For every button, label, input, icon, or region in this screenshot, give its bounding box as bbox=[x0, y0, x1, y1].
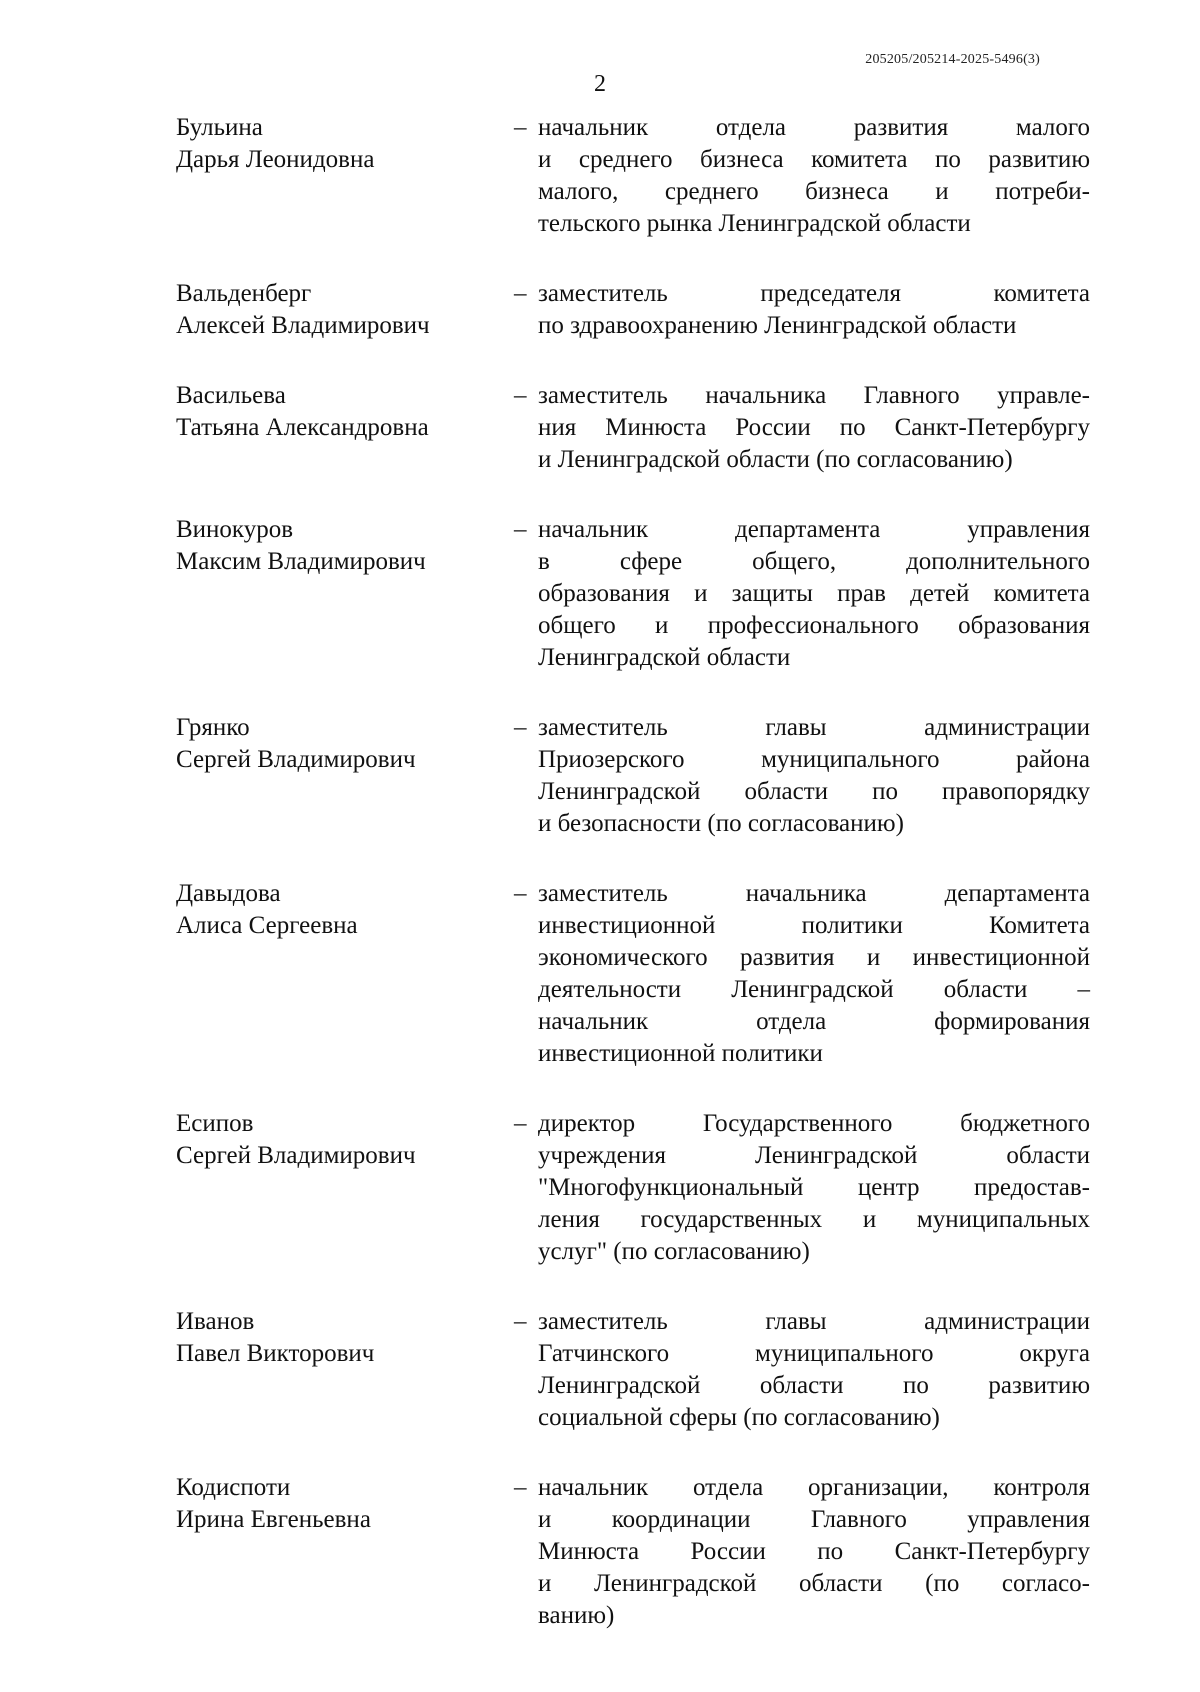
position-line: заместитель начальника департамента bbox=[538, 880, 1090, 907]
position-line: образования и защиты прав детей комитета bbox=[538, 580, 1090, 607]
position-line: начальник отдела формирования bbox=[538, 1008, 1090, 1035]
position-line: Ленинградской области по правопорядку bbox=[538, 778, 1090, 805]
member-entry bbox=[176, 278, 1096, 342]
position-line: малого, среднего бизнеса и потреби- bbox=[538, 178, 1090, 205]
member-entry bbox=[176, 1472, 1096, 1632]
dash-separator: – bbox=[514, 1474, 527, 1501]
member-surname: Иванов bbox=[176, 1308, 255, 1335]
position-line: и Ленинградской области (по согласованию) bbox=[538, 446, 1013, 473]
position-line: директор Государственного бюджетного bbox=[538, 1110, 1090, 1137]
member-given-names: Алиса Сергеевна bbox=[176, 912, 358, 939]
dash-separator: – bbox=[514, 1308, 527, 1335]
dash-separator: – bbox=[514, 516, 527, 543]
dash-separator: – bbox=[514, 114, 527, 141]
member-given-names: Дарья Леонидовна bbox=[176, 146, 375, 173]
position-line: ления государственных и муниципальных bbox=[538, 1206, 1090, 1233]
position-line: "Многофункциональный центр предостав- bbox=[538, 1174, 1090, 1201]
member-surname: Кодиспоти bbox=[176, 1474, 291, 1501]
position-line: Ленинградской области bbox=[538, 644, 791, 671]
member-given-names: Сергей Владимирович bbox=[176, 746, 416, 773]
member-position bbox=[538, 112, 1090, 240]
position-line: Гатчинского муниципального округа bbox=[538, 1340, 1090, 1367]
position-line: тельского рынка Ленинградской области bbox=[538, 210, 971, 237]
member-name bbox=[176, 514, 514, 578]
position-line: общего и профессионального образования bbox=[538, 612, 1090, 639]
member-name bbox=[176, 380, 514, 444]
member-name bbox=[176, 1306, 514, 1370]
member-entry bbox=[176, 878, 1096, 1070]
member-position bbox=[538, 1108, 1090, 1268]
member-entry bbox=[176, 1306, 1096, 1434]
dash-separator: – bbox=[514, 280, 527, 307]
member-surname: Бульина bbox=[176, 114, 263, 141]
member-surname: Давыдова bbox=[176, 880, 281, 907]
position-line: начальник отдела развития малого bbox=[538, 114, 1090, 141]
position-line: учреждения Ленинградской области bbox=[538, 1142, 1090, 1169]
member-surname: Винокуров bbox=[176, 516, 294, 543]
member-list bbox=[176, 112, 1096, 1670]
dash-separator: – bbox=[514, 880, 527, 907]
member-surname: Грянко bbox=[176, 714, 250, 741]
member-surname: Васильева bbox=[176, 382, 286, 409]
member-entry bbox=[176, 380, 1096, 476]
member-name bbox=[176, 878, 514, 942]
member-name bbox=[176, 1108, 514, 1172]
position-line: заместитель главы администрации bbox=[538, 714, 1090, 741]
position-line: экономического развития и инвестиционной bbox=[538, 944, 1090, 971]
dash-separator: – bbox=[514, 714, 527, 741]
position-line: деятельности Ленинградской области – bbox=[538, 976, 1090, 1003]
member-surname: Есипов bbox=[176, 1110, 254, 1137]
member-name bbox=[176, 112, 514, 176]
member-position bbox=[538, 514, 1090, 674]
member-position bbox=[538, 1306, 1090, 1434]
member-entry bbox=[176, 112, 1096, 240]
member-entry bbox=[176, 514, 1096, 674]
position-line: инвестиционной политики bbox=[538, 1040, 823, 1067]
member-given-names: Сергей Владимирович bbox=[176, 1142, 416, 1169]
member-position bbox=[538, 1472, 1090, 1632]
member-given-names: Ирина Евгеньевна bbox=[176, 1506, 371, 1533]
position-line: начальник отдела организации, контроля bbox=[538, 1474, 1090, 1501]
member-position bbox=[538, 712, 1090, 840]
member-position bbox=[538, 278, 1090, 342]
member-name bbox=[176, 712, 514, 776]
member-position bbox=[538, 878, 1090, 1070]
page-number: 2 bbox=[594, 71, 606, 97]
position-line: Ленинградской области по развитию bbox=[538, 1372, 1090, 1399]
member-given-names: Алексей Владимирович bbox=[176, 312, 430, 339]
member-given-names: Павел Викторович bbox=[176, 1340, 375, 1367]
member-entry bbox=[176, 712, 1096, 840]
member-name bbox=[176, 278, 514, 342]
position-line: социальной сферы (по согласованию) bbox=[538, 1404, 940, 1431]
position-line: ния Минюста России по Санкт-Петербургу bbox=[538, 414, 1090, 441]
position-line: заместитель начальника Главного управле- bbox=[538, 382, 1090, 409]
position-line: и координации Главного управления bbox=[538, 1506, 1090, 1533]
position-line: начальник департамента управления bbox=[538, 516, 1090, 543]
position-line: в сфере общего, дополнительного bbox=[538, 548, 1090, 575]
member-position bbox=[538, 380, 1090, 476]
document-registration-code: 205205/205214-2025-5496(3) bbox=[865, 52, 1040, 67]
dash-separator: – bbox=[514, 1110, 527, 1137]
position-line: заместитель председателя комитета bbox=[538, 280, 1090, 307]
position-line: Минюста России по Санкт-Петербургу bbox=[538, 1538, 1090, 1565]
member-surname: Вальденберг bbox=[176, 280, 312, 307]
position-line: заместитель главы администрации bbox=[538, 1308, 1090, 1335]
dash-separator: – bbox=[514, 382, 527, 409]
position-line: и среднего бизнеса комитета по развитию bbox=[538, 146, 1090, 173]
position-line: и Ленинградской области (по согласо- bbox=[538, 1570, 1090, 1597]
position-line: Приозерского муниципального района bbox=[538, 746, 1090, 773]
position-line: ванию) bbox=[538, 1602, 615, 1629]
member-entry bbox=[176, 1108, 1096, 1268]
member-given-names: Максим Владимирович bbox=[176, 548, 426, 575]
member-given-names: Татьяна Александровна bbox=[176, 414, 429, 441]
position-line: услуг" (по согласованию) bbox=[538, 1238, 810, 1265]
position-line: и безопасности (по согласованию) bbox=[538, 810, 904, 837]
position-line: инвестиционной политики Комитета bbox=[538, 912, 1090, 939]
member-name bbox=[176, 1472, 514, 1536]
position-line: по здравоохранению Ленинградской области bbox=[538, 312, 1017, 339]
